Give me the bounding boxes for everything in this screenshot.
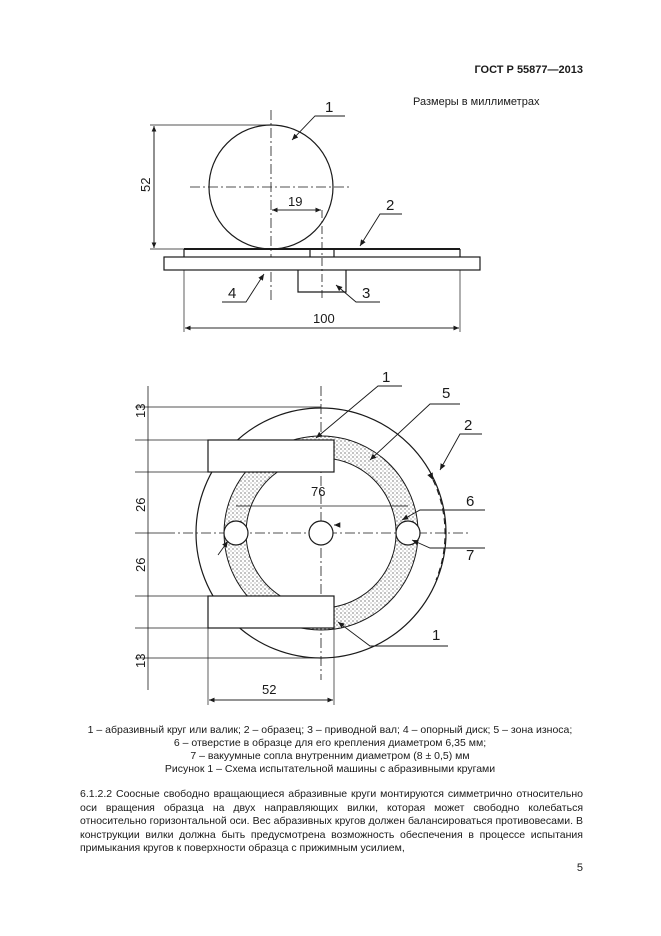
mounting-hole [309, 521, 333, 545]
caption-line-1: 1 – абразивный круг или валик; 2 – образец; 3 – приводной вал; 4 – опорный диск; 5 – зона износа; [87, 724, 573, 736]
leader-3-top [336, 285, 380, 302]
label-1-bottom: 1 [432, 627, 441, 644]
dim-19: 19 [288, 194, 303, 209]
label-3-top: 3 [362, 285, 371, 302]
leader-1-bottom-top [316, 386, 402, 438]
top-figure [150, 110, 480, 332]
figure-caption [40, 724, 620, 776]
page-number: 5 [576, 862, 583, 874]
dim-13-top: 13 [133, 403, 148, 418]
body-text [80, 788, 583, 856]
abrasive-wheel-bottom [208, 596, 334, 628]
leader-2-top [360, 214, 402, 246]
label-6: 6 [466, 493, 475, 510]
dim-13-bottom: 13 [133, 653, 148, 668]
label-4-top: 4 [228, 285, 237, 302]
caption-line-3: 7 – вакуумные сопла внутренним диаметром (8 ± 0,5) мм [190, 750, 470, 762]
dim-26-lower: 26 [133, 557, 148, 572]
label-7: 7 [466, 547, 475, 564]
document-header: ГОСТ Р 55877—2013 [474, 64, 583, 76]
dim-52-vertical: 52 [138, 177, 153, 192]
dim-76: 76 [311, 484, 326, 499]
caption-line-2: 6 – отверстие в образце для его крепления диаметром 6,35 мм; [173, 737, 487, 749]
abrasive-wheel-top [208, 440, 334, 472]
units-note: Размеры в миллиметрах [413, 96, 540, 108]
label-1-top: 1 [325, 99, 334, 116]
label-1-bottom-top: 1 [382, 369, 391, 386]
rotation-arrow [433, 480, 445, 580]
leader-1-top [292, 116, 345, 140]
bottom-figure [135, 386, 485, 705]
label-5: 5 [442, 385, 451, 402]
dim-52-horizontal: 52 [262, 682, 277, 697]
vacuum-nozzle-right [396, 521, 420, 545]
leader-2-bottom [440, 434, 482, 470]
label-2-top: 2 [386, 197, 395, 214]
label-2-bottom: 2 [464, 417, 473, 434]
paragraph: 6.1.2.2 Соосные свободно вращающиеся абразивные круги монтируются симметрично относительно оси вращения образца на двух направляющих вилки, которая может свободно колебаться относительно горизонтальной оси. Вес абразивных кругов должен балансироваться противовесами. В конструкции вилки должна быть предусмотрена возможность обеспечения в процессе испытания примыкания кругов к поверхности образца с прижимным усилием, [80, 788, 583, 854]
dim-26-upper: 26 [133, 497, 148, 512]
leader-5 [370, 404, 460, 460]
caption-title: Рисунок 1 – Схема испытательной машины с абразивными кругами [164, 763, 496, 775]
dim-100: 100 [313, 311, 335, 326]
